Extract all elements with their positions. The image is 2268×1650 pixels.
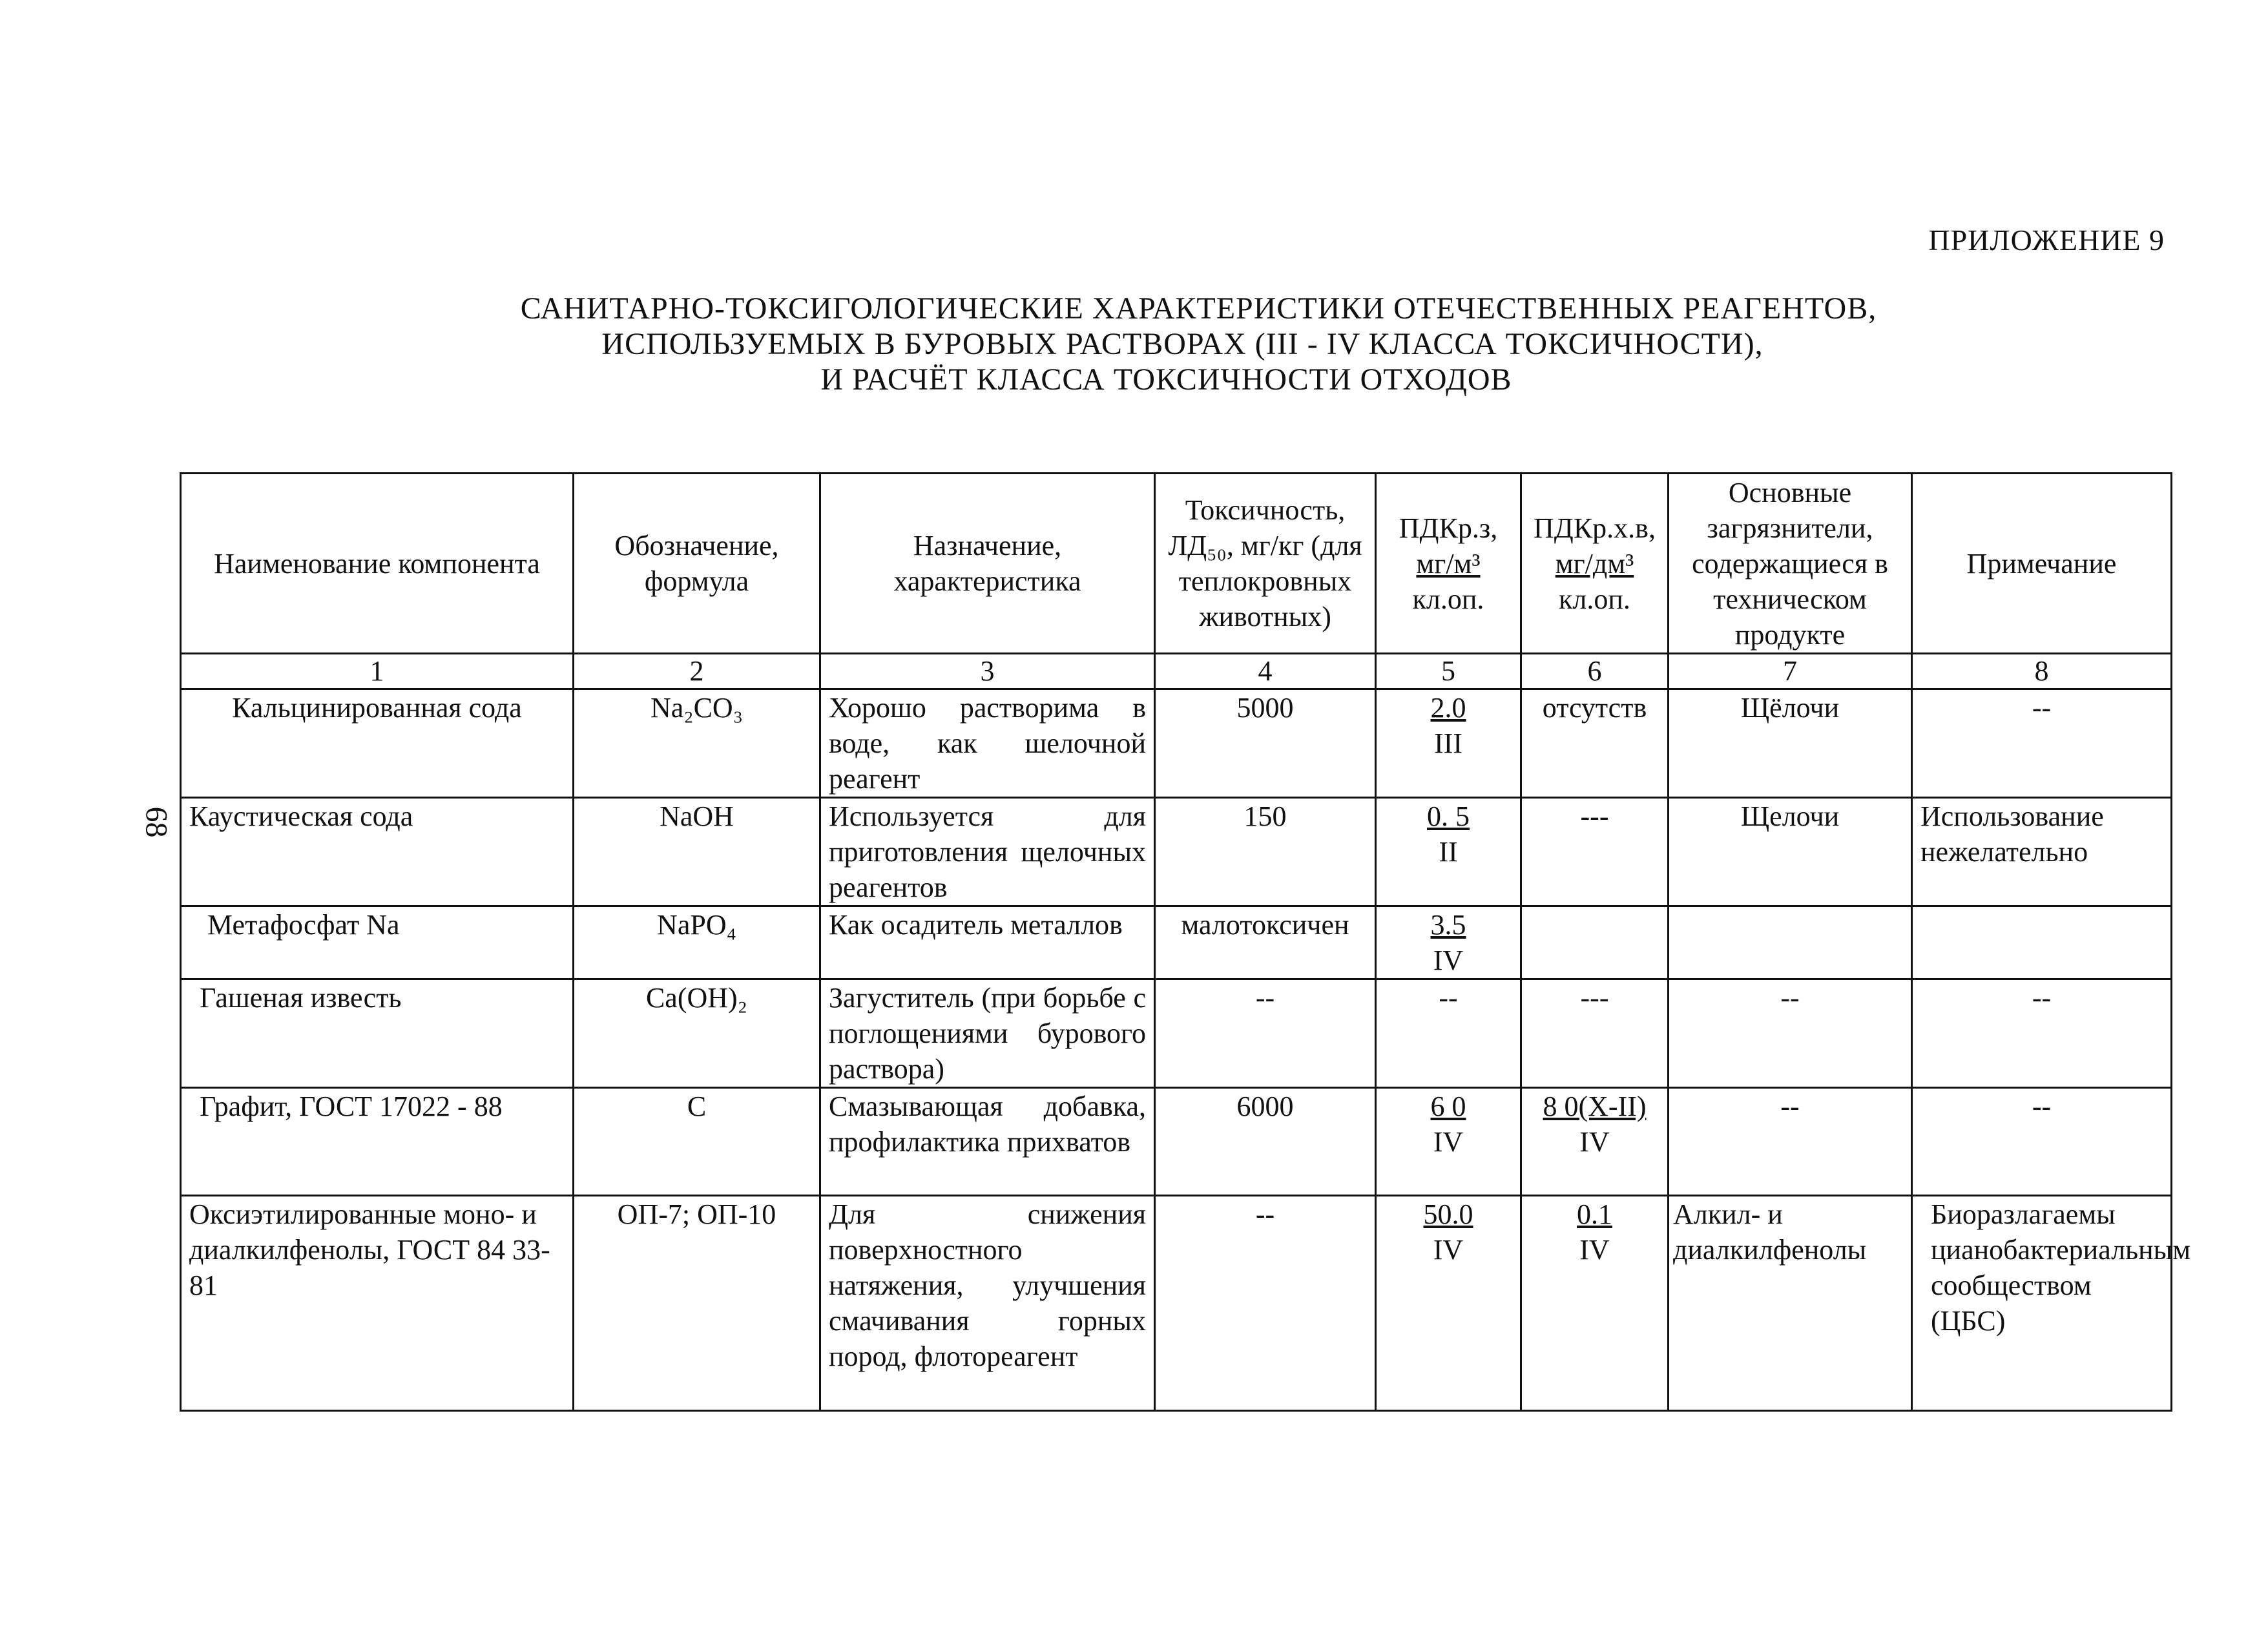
cell-toxicity: малотоксичен [1155,906,1376,979]
pdk-rhv-value: 8 0(X-II) [1543,1091,1647,1122]
header-pdk-rhv-class: кл.оп. [1559,583,1630,615]
cell-pollutants: -- [1669,1088,1912,1196]
pdk-rhv-value: 0.1 [1577,1198,1612,1230]
pdk-rhv-value: --- [1580,800,1609,832]
cell-pdk-rhv [1521,798,1669,906]
column-number: 7 [1669,654,1912,689]
cell-purpose: Используется для приготовления щелочных реагентов [820,798,1155,906]
column-number-row [181,654,2172,689]
header-pdk-rhv [1521,474,1669,654]
cell-toxicity: -- [1155,979,1376,1088]
cell-purpose: Загуститель (при борьбе с поглощениями бурового раствора) [820,979,1155,1088]
pdk-rz-value: 6 0 [1430,1091,1466,1122]
cell-name: Метафосфат Na [181,906,574,979]
header-pollutants: Основные загрязнители, содержащиеся в техническом продукте [1669,474,1912,654]
cell-toxicity: -- [1155,1196,1376,1411]
column-number: 1 [181,654,574,689]
header-formula: Обозначение, формула [574,474,820,654]
cell-formula: Na₂CO₃ [574,689,820,798]
header-toxicity: Токсичность, ЛД₅₀, мг/кг (для теплокровных животных) [1155,474,1376,654]
cell-formula: ОП-7; ОП-10 [574,1196,820,1411]
pdk-rhv-value: --- [1580,982,1609,1014]
cell-toxicity: 6000 [1155,1088,1376,1196]
table-row [181,1088,2172,1196]
pdk-rz-value: -- [1439,982,1458,1014]
table-row [181,798,2172,906]
column-number: 2 [574,654,820,689]
cell-pdk-rhv [1521,906,1669,979]
header-pdk-rz-label: ПДКр.з, [1399,512,1498,544]
header-pdk-rhv-label: ПДКр.х.в, [1534,512,1656,544]
cell-note: Использование нежелательно [1912,798,2172,906]
cell-purpose: Смазывающая добавка, профилактика прихватов [820,1088,1155,1196]
cell-pdk-rhv [1521,689,1669,798]
cell-pollutants: Щелочи [1669,798,1912,906]
pdk-rhv-class: IV [1579,1234,1610,1266]
cell-note: -- [1912,689,2172,798]
cell-name: Кальцинированная сода [181,689,574,798]
cell-purpose: Как осадитель металлов [820,906,1155,979]
title-line-1: САНИТАРНО-ТОКСИГОЛОГИЧЕСКИЕ ХАРАКТЕРИСТИКИ ОТЕЧЕСТВЕННЫХ РЕАГЕНТОВ, [520,291,1877,326]
cell-purpose: Для снижения поверхностного натяжения, улучшения смачивания горных пород, флотореагент [820,1196,1155,1411]
cell-pdk-rz [1376,689,1521,798]
cell-pdk-rhv [1521,1088,1669,1196]
pdk-rz-class: IV [1433,1126,1464,1158]
cell-pdk-rz [1376,798,1521,906]
cell-purpose: Хорошо растворима в воде, как шелочной реагент [820,689,1155,798]
header-note: Примечание [1912,474,2172,654]
column-number: 8 [1912,654,2172,689]
table-header-row [181,474,2172,654]
cell-pdk-rz [1376,979,1521,1088]
cell-pdk-rz [1376,906,1521,979]
cell-pollutants: -- [1669,979,1912,1088]
cell-toxicity: 5000 [1155,689,1376,798]
table-row [181,979,2172,1088]
pdk-rz-class: IV [1433,945,1464,976]
cell-note: -- [1912,979,2172,1088]
table-row [181,1196,2172,1411]
pdk-rz-value: 2.0 [1430,692,1466,724]
document-title [0,291,2268,397]
cell-pdk-rz [1376,1088,1521,1196]
header-pdk-rhv-unit: мг/дм³ [1555,547,1634,580]
header-pdk-rz-unit: мг/м³ [1416,547,1481,580]
title-line-2: ИСПОЛЬЗУЕМЫХ В БУРОВЫХ РАСТВОРАХ (III - IV КЛАССА ТОКСИЧНОСТИ), [601,327,1763,361]
title-line-3: И РАСЧЁТ КЛАССА ТОКСИЧНОСТИ ОТХОДОВ [820,362,1512,397]
pdk-rhv-value: отсутств [1542,692,1647,724]
header-purpose: Назначение, характеристика [820,474,1155,654]
column-number: 3 [820,654,1155,689]
cell-pdk-rhv [1521,979,1669,1088]
column-number: 6 [1521,654,1669,689]
pdk-rz-value: 0. 5 [1427,800,1470,832]
cell-formula: C [574,1088,820,1196]
pdk-rz-value: 50.0 [1423,1198,1473,1230]
cell-formula: NaOH [574,798,820,906]
cell-name: Гашеная известь [181,979,574,1088]
cell-name: Графит, ГОСТ 17022 - 88 [181,1088,574,1196]
reagents-table [180,472,2191,1412]
appendix-label: ПРИЛОЖЕНИЕ 9 [1928,224,2165,256]
cell-name: Оксиэтилированные моно- и диалкилфенолы, ГОСТ 84 33-81 [181,1196,574,1411]
pdk-rz-class: IV [1433,1234,1464,1266]
cell-toxicity: 150 [1155,798,1376,906]
table-row [181,906,2172,979]
cell-pdk-rz [1376,1196,1521,1411]
cell-formula: NaPO₄ [574,906,820,979]
cell-pollutants: Щёлочи [1669,689,1912,798]
cell-note: Биоразлагаемы цианобактериальным сообществом (ЦБС) [1912,1196,2172,1411]
pdk-rhv-class: IV [1579,1126,1610,1158]
column-number: 5 [1376,654,1521,689]
cell-pollutants: Алкил- и диалкилфенолы [1669,1196,1912,1411]
cell-pollutants [1669,906,1912,979]
pdk-rz-class: III [1434,727,1462,759]
cell-pdk-rhv [1521,1196,1669,1411]
header-pdk-rz-class: кл.оп. [1412,583,1484,615]
cell-note: -- [1912,1088,2172,1196]
cell-name: Каустическая сода [181,798,574,906]
pdk-rz-class: II [1439,836,1458,868]
table-row [181,689,2172,798]
pdk-rz-value: 3.5 [1430,909,1466,941]
column-number: 4 [1155,654,1376,689]
cell-note [1912,906,2172,979]
header-pdk-rz [1376,474,1521,654]
header-name: Наименование компонента [181,474,574,654]
cell-formula: Ca(OH)₂ [574,979,820,1088]
page-number: 68 [139,806,174,838]
